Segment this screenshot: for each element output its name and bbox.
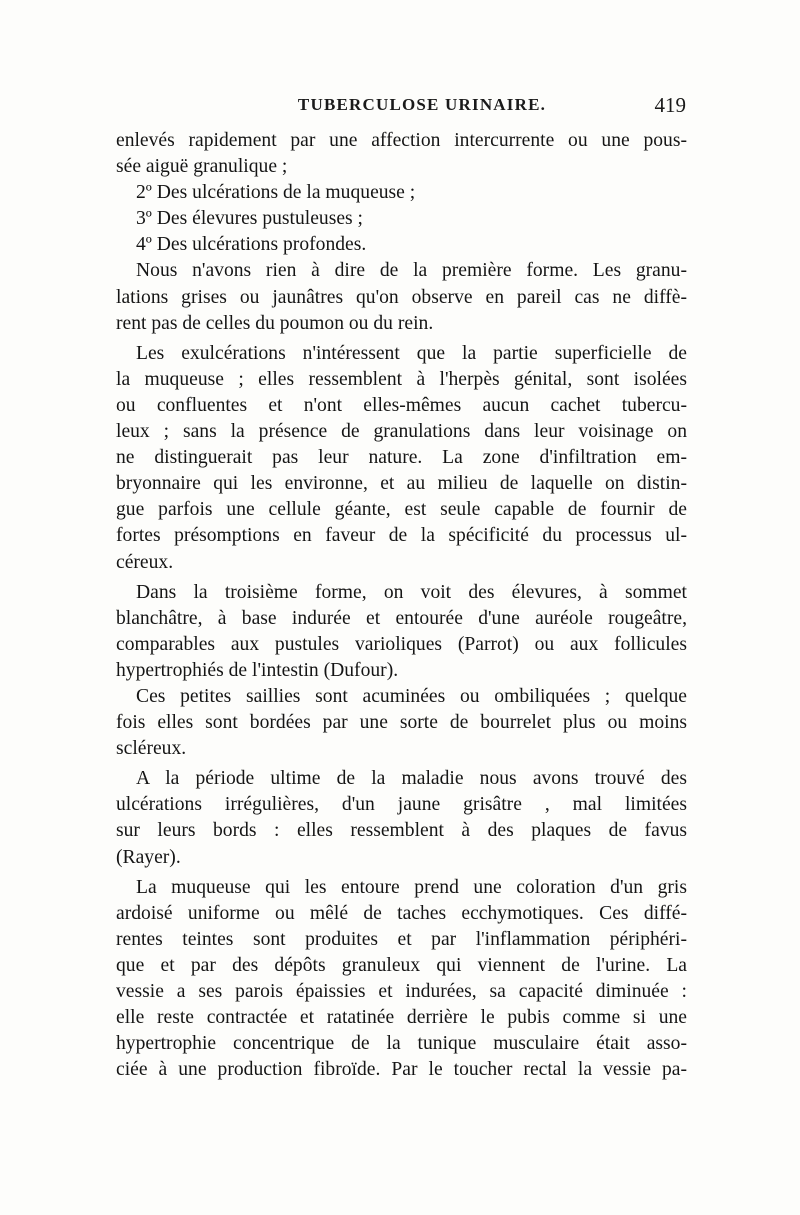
- paragraph: [116, 875, 687, 1084]
- text-line: fois elles sont bordées par une sorte de bourrelet plus ou moins: [116, 712, 687, 734]
- running-title: TUBERCULOSE URINAIRE.: [297, 95, 547, 114]
- text-line: hypertrophiés de l'intestin (Dufour).: [116, 659, 399, 681]
- page-header: [118, 93, 686, 123]
- paragraph: [116, 766, 687, 870]
- text-line: blanchâtre, à base indurée et entourée d'une auréole rougeâtre,: [116, 607, 687, 629]
- text-line: céreux.: [116, 551, 174, 573]
- paragraph: [116, 206, 687, 232]
- text-line: hypertrophie concentrique de la tunique musculaire était asso-: [116, 1033, 687, 1055]
- text-line: gue parfois une cellule géante, est seule capable de fournir de: [116, 499, 687, 521]
- text-line: lations grises ou jaunâtres qu'on observe en pareil cas ne diffè-: [116, 286, 687, 308]
- page-number: 419: [654, 93, 686, 117]
- text-line: sée aiguë granulique ;: [116, 156, 288, 178]
- text-line: (Rayer).: [116, 846, 181, 868]
- text-line: vessie a ses parois épaissies et indurées, sa capacité diminuée :: [116, 981, 687, 1002]
- paragraph: [116, 341, 687, 576]
- paragraph: [116, 180, 687, 206]
- text-line: rent pas de celles du poumon ou du rein.: [116, 312, 434, 334]
- text-line: enlevés rapidement par une affection intercurrente ou une pous-: [116, 130, 687, 151]
- text-line: ardoisé uniforme ou mêlé de taches ecchymotiques. Ces diffé-: [116, 902, 687, 924]
- text-line: sur leurs bords : elles ressemblent à des plaques de favus: [116, 820, 687, 842]
- text-line: ciée à une production fibroïde. Par le toucher rectal la vessie pa-: [116, 1059, 687, 1081]
- text-line: Nous n'avons rien à dire de la première forme. Les granu-: [136, 260, 687, 282]
- paragraph: [116, 580, 687, 684]
- text-line: ne distinguerait pas leur nature. La zone d'infiltration em-: [116, 447, 687, 469]
- paragraph: [116, 258, 687, 336]
- body-text: [116, 128, 687, 1083]
- paragraph: [116, 128, 687, 180]
- text-line: fortes présomptions en faveur de la spécificité du processus ul-: [116, 525, 687, 547]
- text-line: ou confluentes et n'ont elles-mêmes aucun cachet tubercu-: [116, 394, 687, 416]
- text-line: Les exulcérations n'intéressent que la partie superficielle de: [136, 342, 687, 364]
- text-line: bryonnaire qui les environne, et au milieu de laquelle on distin-: [116, 473, 687, 495]
- text-line: que et par des dépôts granuleux qui viennent de l'urine. La: [116, 954, 687, 976]
- text-line: comparables aux pustules varioliques (Parrot) ou aux follicules: [116, 633, 687, 655]
- text-line: la muqueuse ; elles ressemblent à l'herpès génital, sont isolées: [116, 368, 687, 390]
- text-line: Dans la troisième forme, on voit des élevures, à sommet: [136, 581, 687, 603]
- text-line: 3º Des élevures pustuleuses ;: [136, 208, 364, 230]
- text-line: leux ; sans la présence de granulations dans leur voisinage on: [116, 421, 687, 443]
- text-line: rentes teintes sont produites et par l'inflammation périphéri-: [116, 928, 687, 950]
- text-line: 4º Des ulcérations profondes.: [136, 234, 367, 256]
- text-line: La muqueuse qui les entoure prend une coloration d'un gris: [136, 876, 687, 898]
- text-line: Ces petites saillies sont acuminées ou ombiliquées ; quelque: [136, 685, 687, 707]
- text-line: elle reste contractée et ratatinée derrière le pubis comme si une: [116, 1007, 687, 1029]
- text-line: A la période ultime de la maladie nous avons trouvé des: [136, 768, 687, 790]
- paragraph: [116, 232, 687, 258]
- text-line: ulcérations irrégulières, d'un jaune grisâtre , mal limitées: [116, 794, 687, 816]
- text-line: scléreux.: [116, 738, 187, 760]
- paragraph: [116, 684, 687, 762]
- text-line: 2º Des ulcérations de la muqueuse ;: [136, 182, 416, 204]
